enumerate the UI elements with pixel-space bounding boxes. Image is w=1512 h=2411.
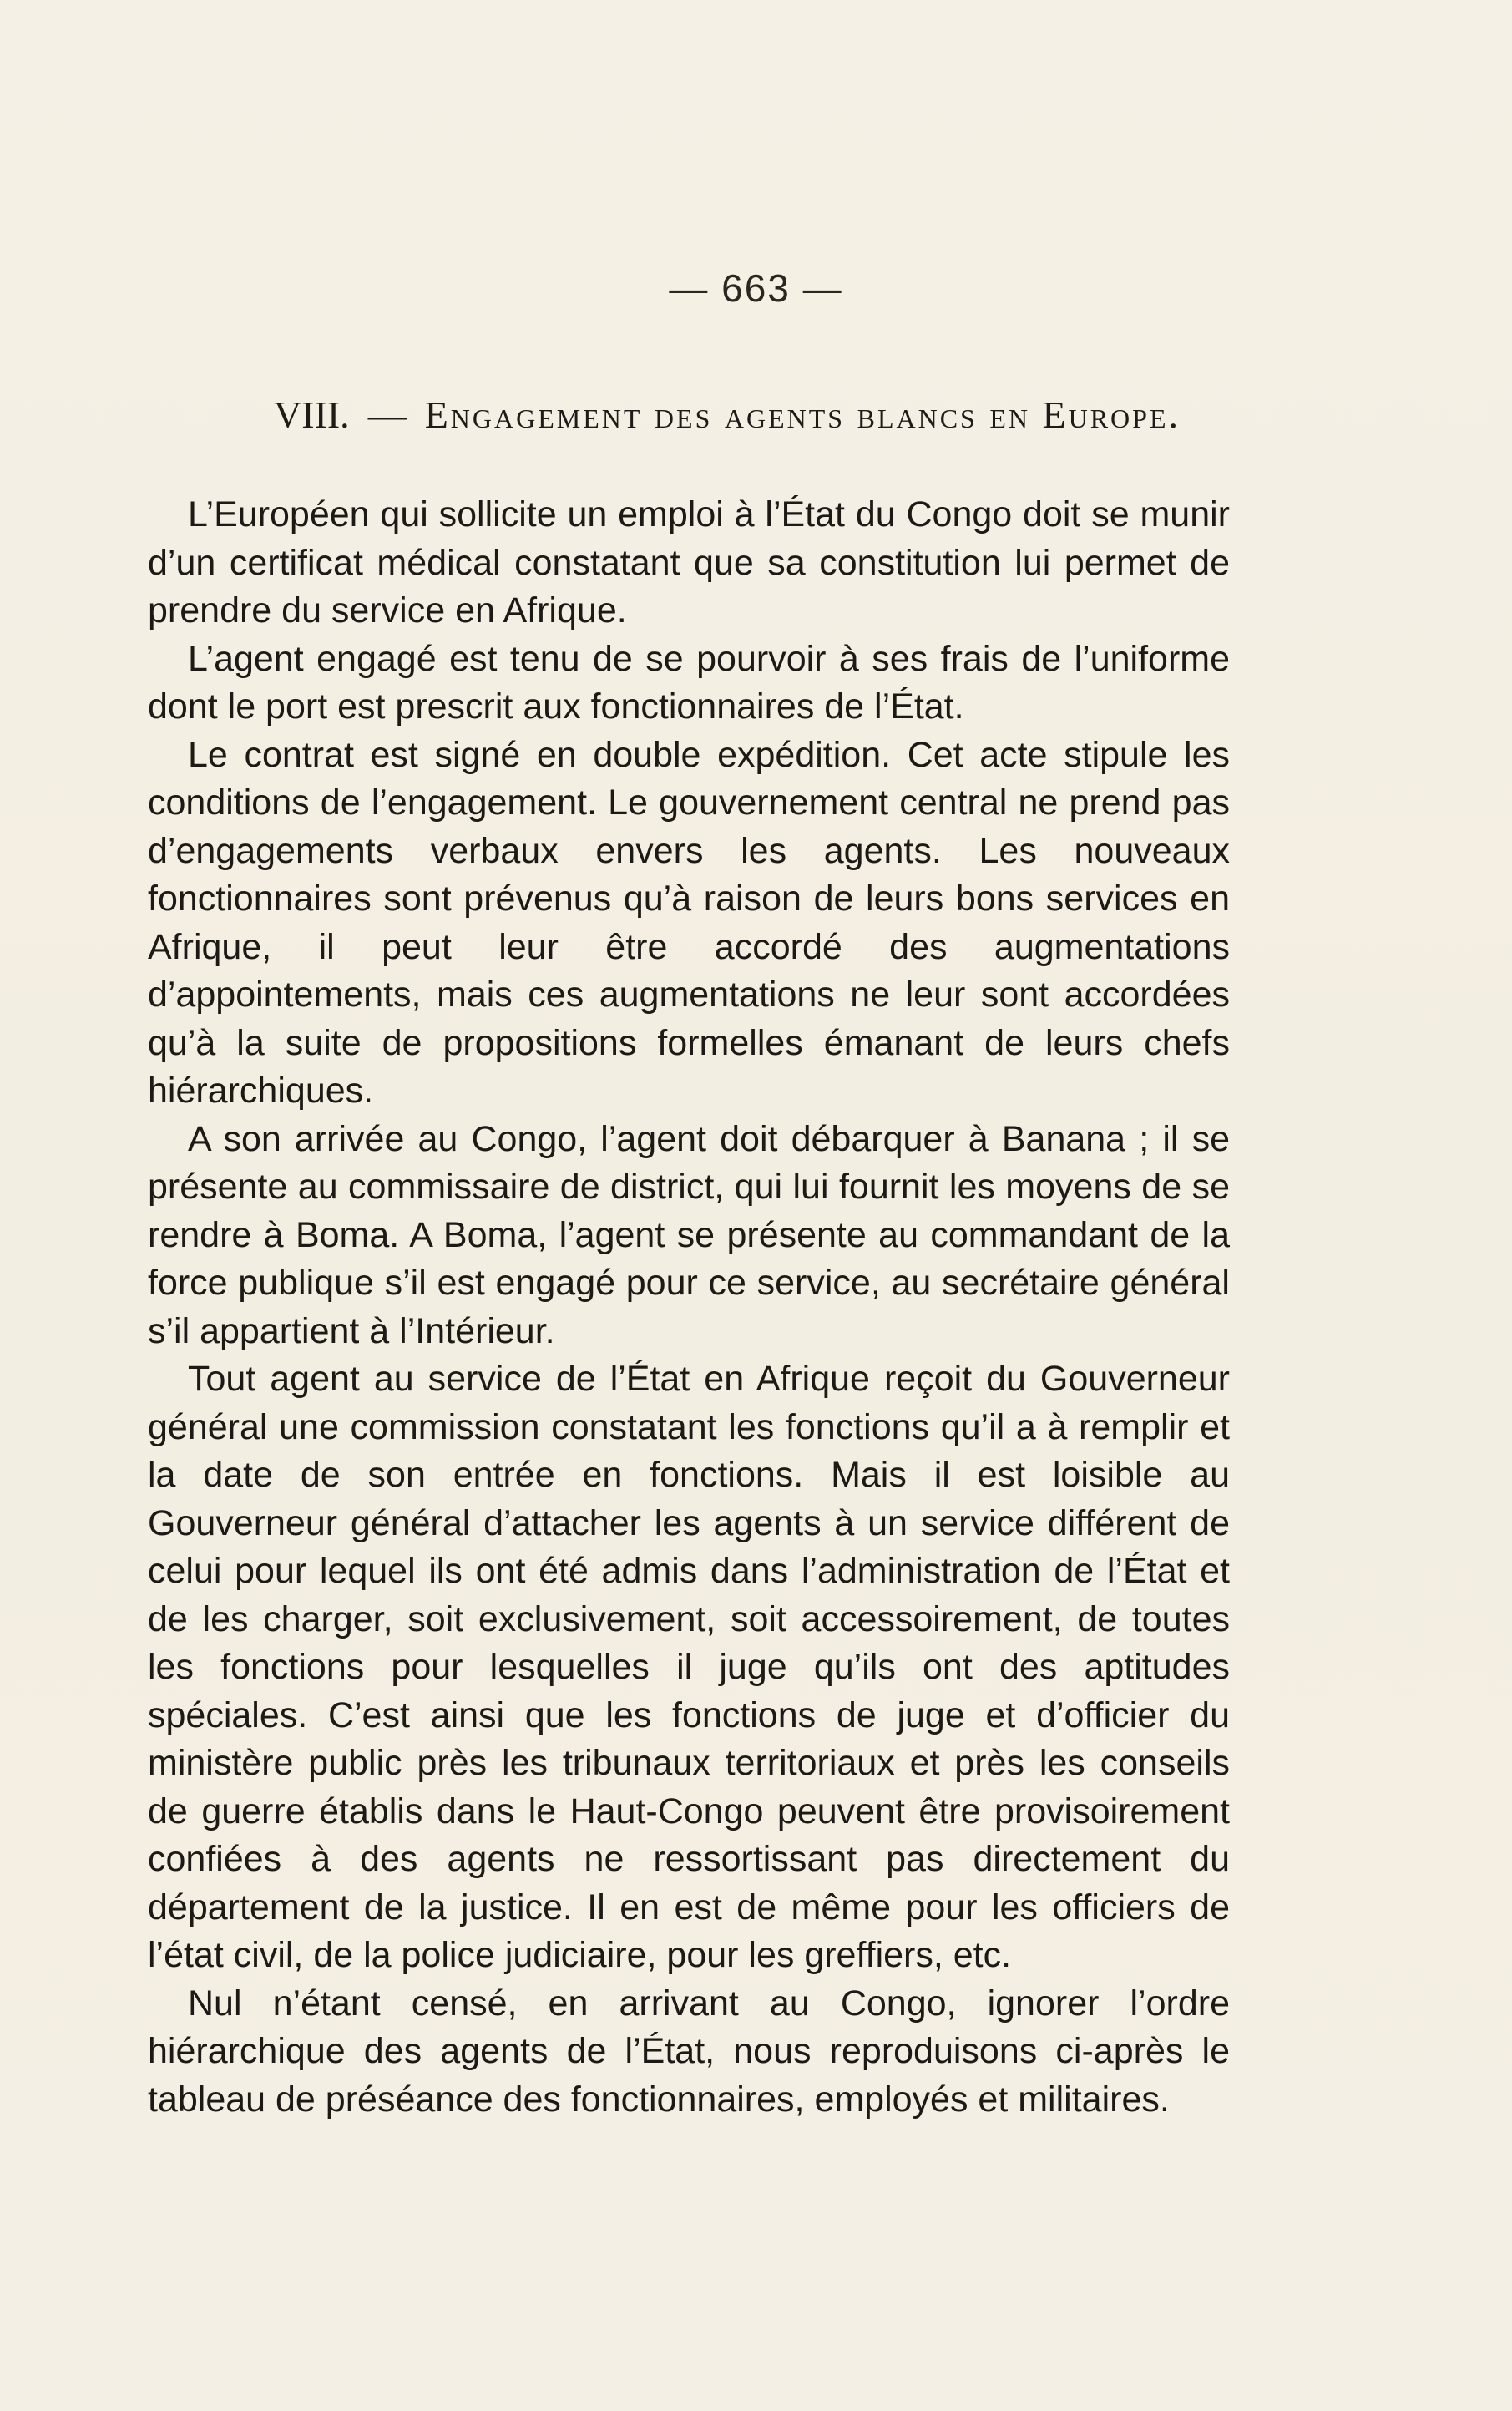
section-title: Engagement des agents blancs en Europe. (424, 393, 1181, 436)
paragraph: Nul n’étant censé, en arrivant au Congo, ignorer l’ordre hiérarchique des agents de l’État, nous reproduisons ci-après le tableau de préséance des fonctionnaires, employés et militaires. (148, 1983, 1230, 2120)
paragraph: Le contrat est signé en double expédition. Cet acte stipule les conditions de l’engagement. Le gouvernement central ne prend pas d’engagements verbaux envers les agents. Les nouveaux fonctionnaires sont prévenus qu’à raison de leurs bons services en Afrique, il peut leur être accordé des augmentations d’appointements, mais ces augmentations ne leur sont accordées qu’à la suite de propositions formelles émanant de leurs chefs hiérarchiques. (148, 734, 1230, 1111)
paragraph: L’agent engagé est tenu de se pourvoir à ses frais de l’uniforme dont le port est prescrit aux fonctionnaires de l’État. (148, 638, 1230, 727)
section-number: VIII. (274, 393, 350, 436)
paragraph: Tout agent au service de l’État en Afrique reçoit du Gouverneur général une commission constatant les fonctions qu’il a à remplir et la date de son entrée en fonctions. Mais il est loisible au Gouverneur général d’attacher les agents à un service différent de celui pour lequel ils ont été admis dans l’administration de l’État et de les charger, soit exclusivement, soit accessoirement, de toutes les fonctions pour lesquelles il juge qu’ils ont des aptitudes spéciales. C’est ainsi que les fonctions de juge et d’officier du ministère public près les tribunaux territoriaux et près les conseils de guerre établis dans le Haut-Congo peuvent être provisoirement confiées à des agents ne ressortissant pas directement du département de la justice. Il en est de même pour les officiers de l’état civil, de la police judiciaire, pour les greffiers, etc. (148, 1359, 1230, 1975)
body-text (148, 491, 1230, 2124)
paragraph: A son arrivée au Congo, l’agent doit débarquer à Banana ; il se présente au commissaire de district, qui lui fournit les moyens de se rendre à Boma. A Boma, l’agent se présente au commandant de la force publique s’il est engagé pour ce service, au secrétaire général s’il appartient à l’Intérieur. (148, 1118, 1230, 1351)
paragraph: L’Européen qui sollicite un emploi à l’État du Congo doit se munir d’un certificat médical constatant que sa constitution lui permet de prendre du service en Afrique. (148, 494, 1230, 631)
section-dash: — (367, 393, 407, 436)
page-number: — 663 — (669, 266, 843, 310)
section-heading (274, 393, 1276, 437)
